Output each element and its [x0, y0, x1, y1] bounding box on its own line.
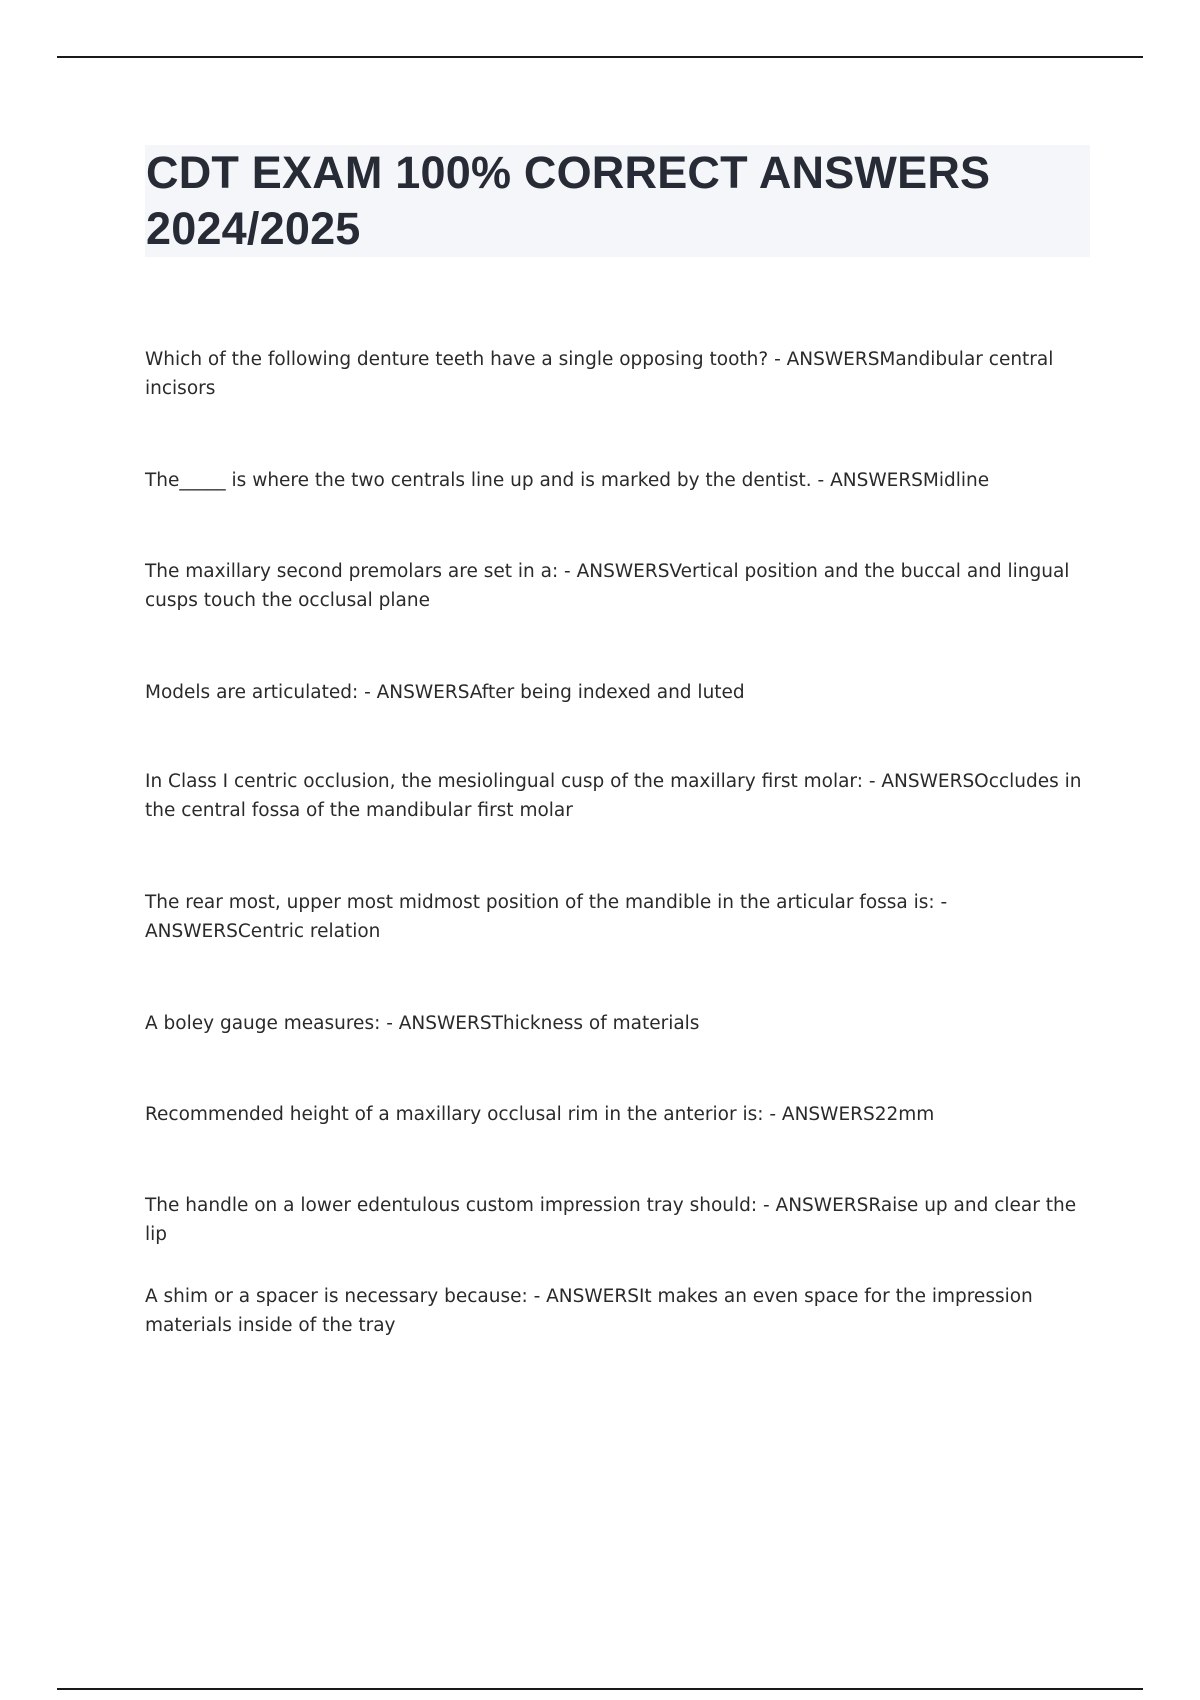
- qa-item: Which of the following denture teeth have a single opposing tooth? - ANSWERSMandibular central incisors: [145, 349, 1054, 399]
- qa-item: Models are articulated: - ANSWERSAfter being indexed and luted: [145, 682, 745, 703]
- qa-item: The_____ is where the two centrals line up and is marked by the dentist. - ANSWERSMidline: [145, 470, 990, 491]
- qa-item: A boley gauge measures: - ANSWERSThickness of materials: [145, 1013, 700, 1034]
- qa-item: The rear most, upper most midmost position of the mandible in the articular fossa is: - ANSWERSCentric relation: [145, 892, 948, 942]
- top-rule: [57, 56, 1143, 58]
- document-title: CDT EXAM 100% CORRECT ANSWERS 2024/2025: [146, 147, 991, 254]
- qa-item: In Class I centric occlusion, the mesiolingual cusp of the maxillary first molar: - ANSWERSOccludes in the central fossa of the mandibular first molar: [145, 771, 1082, 821]
- qa-item: The handle on a lower edentulous custom impression tray should: - ANSWERSRaise up and clear the lip: [145, 1195, 1077, 1245]
- bottom-rule: [57, 1688, 1143, 1690]
- qa-item: Recommended height of a maxillary occlusal rim in the anterior is: - ANSWERS22mm: [145, 1104, 935, 1125]
- qa-item: The maxillary second premolars are set in a: - ANSWERSVertical position and the buccal and lingual cusps touch the occlusal plane: [145, 561, 1070, 611]
- qa-item: A shim or a spacer is necessary because: - ANSWERSIt makes an even space for the impression materials inside of the tray: [145, 1286, 1033, 1336]
